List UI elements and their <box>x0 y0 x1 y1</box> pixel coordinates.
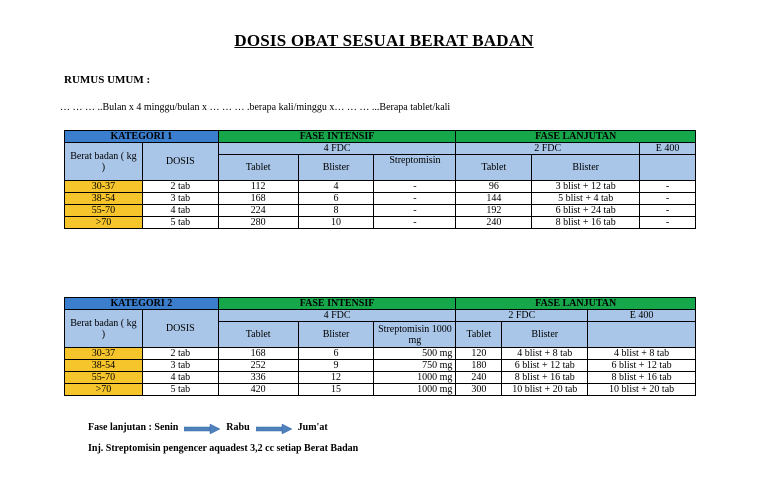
dosage-table-kategori-2 <box>64 297 696 396</box>
cell-dosis: 4 tab <box>142 372 218 384</box>
cell-blister-lanjutan: 3 blist + 12 tab <box>532 181 640 193</box>
cell-blister-lanjutan: 6 blist + 24 tab <box>532 205 640 217</box>
fase-intensif-header: FASE INTENSIF <box>218 298 456 310</box>
kategori-header: KATEGORI 1 <box>65 131 219 143</box>
dosage-table-kategori-1 <box>64 130 696 229</box>
cell-berat: 55-70 <box>65 205 143 217</box>
cell-tablet: 336 <box>218 372 298 384</box>
cell-strepto: 500 mg <box>374 348 456 360</box>
cell-e400: - <box>640 193 696 205</box>
cell-berat: >70 <box>65 217 143 229</box>
cell-berat: 38-54 <box>65 360 143 372</box>
fase-label: Fase lanjutan : Senin <box>88 422 179 433</box>
col-berat-badan: Berat badan ( kg ) <box>65 143 143 181</box>
col-blister: Blister <box>298 155 374 181</box>
cell-e400: 10 blist + 20 tab <box>588 384 696 396</box>
fdc-lanjutan: 2 FDC <box>456 310 588 322</box>
page-title: DOSIS OBAT SESUAI BERAT BADAN <box>234 31 534 50</box>
col-e400-empty <box>588 322 696 348</box>
col-tablet-lanjutan: Tablet <box>456 155 532 181</box>
col-tablet: Tablet <box>218 322 298 348</box>
cell-blister-lanjutan: 5 blist + 4 tab <box>532 193 640 205</box>
right-arrow-icon <box>256 424 292 432</box>
cell-blister: 6 <box>298 193 374 205</box>
cell-tablet-lanjutan: 144 <box>456 193 532 205</box>
cell-blister: 4 <box>298 181 374 193</box>
col-streptomisin: Streptomisin 1000 mg <box>374 322 456 348</box>
cell-blister-lanjutan: 4 blist + 8 tab <box>502 348 588 360</box>
cell-tablet: 112 <box>218 181 298 193</box>
day-rabu: Rabu <box>226 422 250 433</box>
table-row <box>65 384 696 396</box>
cell-tablet: 420 <box>218 384 298 396</box>
table-row <box>65 360 696 372</box>
cell-dosis: 3 tab <box>142 360 218 372</box>
cell-dosis: 4 tab <box>142 205 218 217</box>
cell-berat: 55-70 <box>65 372 143 384</box>
cell-blister-lanjutan: 10 blist + 20 tab <box>502 384 588 396</box>
table-row <box>65 205 696 217</box>
cell-dosis: 5 tab <box>142 384 218 396</box>
fdc-intensif: 4 FDC <box>218 310 456 322</box>
cell-strepto: - <box>374 205 456 217</box>
cell-berat: 30-37 <box>65 348 143 360</box>
cell-tablet-lanjutan: 240 <box>456 372 502 384</box>
cell-blister: 8 <box>298 205 374 217</box>
cell-e400: - <box>640 217 696 229</box>
col-blister-lanjutan: Blister <box>502 322 588 348</box>
cell-tablet-lanjutan: 120 <box>456 348 502 360</box>
fase-lanjutan-header: FASE LANJUTAN <box>456 298 696 310</box>
day-jumat: Jum'at <box>297 422 328 433</box>
col-blister-lanjutan: Blister <box>532 155 640 181</box>
cell-blister-lanjutan: 6 blist + 12 tab <box>502 360 588 372</box>
cell-strepto: - <box>374 181 456 193</box>
cell-berat: 38-54 <box>65 193 143 205</box>
table-row <box>65 372 696 384</box>
cell-blister: 6 <box>298 348 374 360</box>
fase-lanjutan-header: FASE LANJUTAN <box>456 131 696 143</box>
injection-note: Inj. Streptomisin pengencer aquadest 3,2 cc setiap Berat Badan <box>88 443 359 454</box>
cell-tablet-lanjutan: 180 <box>456 360 502 372</box>
cell-dosis: 2 tab <box>142 181 218 193</box>
cell-berat: 30-37 <box>65 181 143 193</box>
e400-header: E 400 <box>588 310 696 322</box>
cell-tablet-lanjutan: 96 <box>456 181 532 193</box>
cell-tablet: 168 <box>218 193 298 205</box>
cell-dosis: 5 tab <box>142 217 218 229</box>
table-row <box>65 348 696 360</box>
cell-tablet: 280 <box>218 217 298 229</box>
formula-text: … … … ..Bulan x 4 minggu/bulan x … … … .berapa kali/minggu x… … … ...Berapa tablet/kali <box>60 102 451 113</box>
fase-intensif-header: FASE INTENSIF <box>218 131 456 143</box>
cell-blister: 12 <box>298 372 374 384</box>
fdc-lanjutan: 2 FDC <box>456 143 640 155</box>
col-dosis: DOSIS <box>142 310 218 348</box>
col-blister: Blister <box>298 322 374 348</box>
cell-dosis: 2 tab <box>142 348 218 360</box>
col-tablet-lanjutan: Tablet <box>456 322 502 348</box>
cell-e400: 6 blist + 12 tab <box>588 360 696 372</box>
cell-strepto: 1000 mg <box>374 372 456 384</box>
cell-blister: 9 <box>298 360 374 372</box>
cell-berat: >70 <box>65 384 143 396</box>
cell-blister-lanjutan: 8 blist + 16 tab <box>502 372 588 384</box>
cell-blister: 10 <box>298 217 374 229</box>
e400-header: E 400 <box>640 143 696 155</box>
cell-strepto: - <box>374 217 456 229</box>
col-berat-badan: Berat badan ( kg ) <box>65 310 143 348</box>
col-e400-empty <box>640 155 696 181</box>
cell-blister: 15 <box>298 384 374 396</box>
table-row <box>65 217 696 229</box>
cell-tablet-lanjutan: 240 <box>456 217 532 229</box>
cell-strepto: - <box>374 193 456 205</box>
cell-strepto: 1000 mg <box>374 384 456 396</box>
cell-strepto: 750 mg <box>374 360 456 372</box>
col-tablet: Tablet <box>218 155 298 181</box>
table-row <box>65 181 696 193</box>
fase-lanjutan-schedule <box>88 422 328 433</box>
fdc-intensif: 4 FDC <box>218 143 456 155</box>
cell-e400: - <box>640 181 696 193</box>
rumus-label: RUMUS UMUM : <box>64 74 151 86</box>
cell-blister-lanjutan: 8 blist + 16 tab <box>532 217 640 229</box>
cell-dosis: 3 tab <box>142 193 218 205</box>
table-row <box>65 193 696 205</box>
cell-tablet: 168 <box>218 348 298 360</box>
cell-tablet-lanjutan: 192 <box>456 205 532 217</box>
cell-tablet: 252 <box>218 360 298 372</box>
cell-e400: 4 blist + 8 tab <box>588 348 696 360</box>
cell-e400: 8 blist + 16 tab <box>588 372 696 384</box>
kategori-header: KATEGORI 2 <box>65 298 219 310</box>
col-streptomisin: Streptomisin <box>374 155 456 181</box>
cell-tablet: 224 <box>218 205 298 217</box>
cell-e400: - <box>640 205 696 217</box>
right-arrow-icon <box>184 424 220 432</box>
cell-tablet-lanjutan: 300 <box>456 384 502 396</box>
col-dosis: DOSIS <box>142 143 218 181</box>
